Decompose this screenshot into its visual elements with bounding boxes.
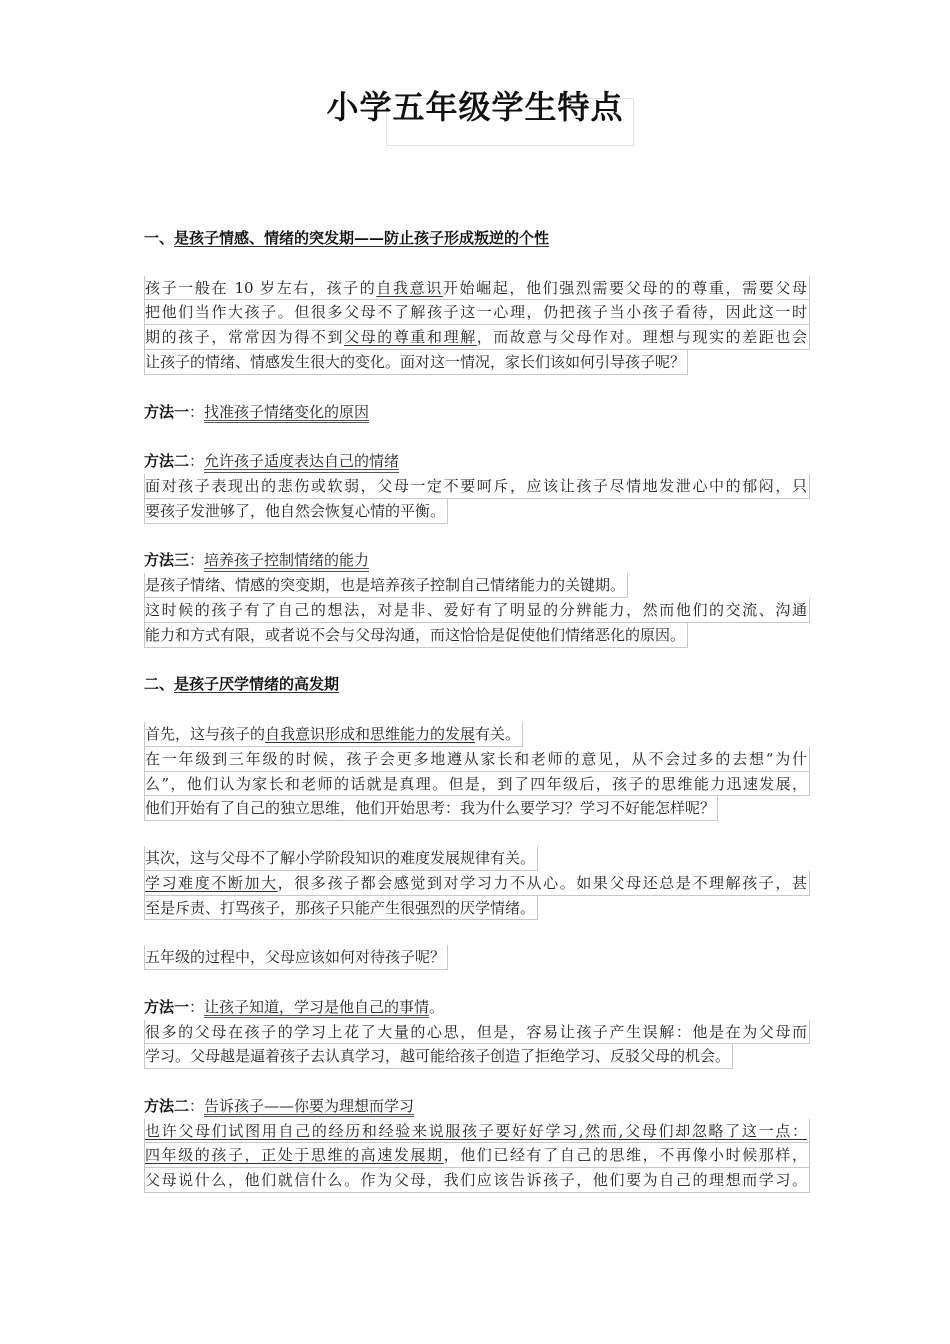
section-2-title: 是孩子厌学情绪的高发期 — [174, 675, 340, 694]
underlined-term: 自我意识形成和思维能力的发展 — [265, 724, 476, 743]
underlined-term: 自我意识 — [376, 278, 443, 297]
method-title: 告诉孩子——你要为理想而学习 — [204, 1096, 415, 1115]
section-1-title: 是孩子情感、情绪的突发期——防止孩子形成叛逆的个性 — [174, 229, 550, 247]
page-title: 小学五年级学生特点 — [326, 88, 624, 126]
s2-method-1-line-1: 很多的父母在孩子的学习上花了大量的心思，但是，容易让孩子产生误解：他是在为父母而 — [144, 1020, 810, 1045]
s2-method-1: 方法一：让孩子知道，学习是他自己的事情。 — [144, 997, 445, 1016]
text-run: 四年级的孩子，正处于 — [145, 1146, 311, 1165]
s1-method-2-line-2: 要孩子发泄够了，他自然会恢复心情的平衡。 — [144, 499, 810, 524]
s1-method-1: 方法一：找准孩子情绪变化的原因 — [144, 402, 370, 421]
text-run: 孩子一般在 10 岁左右，孩子的 — [145, 278, 377, 297]
section-1-heading — [144, 226, 810, 251]
s2-method-2-line-3: 父母说什么，他们就信什么。作为父母，我们应该告诉孩子，他们要为自己的理想而学习。 — [144, 1168, 810, 1193]
s2-method-2-line-1: 也许父母们试图用自己的经历和经验来说服孩子要好好学习,然而,父母们却忽略了这一点： — [144, 1119, 810, 1144]
method-label: 方法三 — [144, 551, 190, 570]
s2-paragraph-3-line-2 — [144, 871, 810, 896]
section-2-heading — [144, 672, 810, 697]
s1-method-2-line-1: 面对孩子表现出的悲伤或软弱，父母一定不要呵斥，应该让孩子尽情地发泄心中的郁闷，只 — [144, 474, 810, 499]
underlined-term: 学习难度不断加大 — [145, 873, 278, 892]
s2-paragraph-2-line-3: 他们开始有了自己的独立思维，他们开始思考：我为什么要学习？学习不好能怎样呢？ — [144, 796, 810, 821]
s1-method-3-line-2: 这时候的孩子有了自己的想法，对是非、爱好有了明显的分辨能力，然而他们的交流、沟通 — [144, 598, 810, 623]
s1-paragraph-line-2: 把他们当作大孩子。但很多父母不了解孩子这一心理，仍把孩子当小孩子看待，因此这一时 — [144, 300, 810, 325]
text-run: ，很多孩子都会感觉到对学习力不从心。如果父母还总是不理解孩子，甚 — [277, 873, 807, 892]
method-label: 方法一 — [144, 997, 190, 1016]
text-run: ，而故意与父母作对。理想与现实的差距也会 — [476, 328, 807, 347]
s2-paragraph-3-line-3: 至是斥责、打骂孩子，那孩子只能产生很强烈的厌学情绪。 — [144, 896, 810, 921]
document-body — [144, 226, 810, 1193]
s2-paragraph-1 — [144, 722, 810, 747]
s2-paragraph-2-line-1: 在一年级到三年级的时候，孩子会更多地遵从家长和老师的意见，从不会过多的去想“为什 — [144, 747, 810, 772]
method-label: 方法一 — [144, 402, 190, 421]
s1-paragraph-line-3 — [144, 325, 810, 350]
s1-method-3-line-1: 是孩子情绪、情感的突变期，也是培养孩子控制自己情绪能力的关键期。 — [144, 573, 810, 598]
underlined-term: 思维的高速发展期 — [310, 1146, 444, 1165]
text-run: 有关。 — [475, 724, 521, 743]
method-title: 允许孩子适度表达自己的情绪 — [204, 452, 400, 471]
text-run: 首先，这与孩子的 — [145, 724, 266, 743]
text-run: 期的孩子，常常因为得不到 — [145, 328, 345, 347]
s2-question: 五年级的过程中，父母应该如何对待孩子呢？ — [144, 945, 810, 970]
underlined-term: 父母的尊重和理解 — [344, 328, 477, 347]
method-label: 方法二 — [144, 452, 190, 471]
s2-method-2-line-2 — [144, 1143, 810, 1168]
s2-method-1-line-2: 学习。父母越是逼着孩子去认真学习，越可能给孩子创造了拒绝学习、反驳父母的机会。 — [144, 1044, 810, 1069]
section-2-number: 二、 — [144, 675, 175, 694]
method-title: 让孩子知道，学习是他自己的事情 — [204, 997, 430, 1016]
s1-method-3: 方法三：培养孩子控制情绪的能力 — [144, 551, 370, 570]
s1-paragraph-line-1 — [144, 276, 810, 301]
s2-paragraph-2-line-2: 么”，他们认为家长和老师的话就是真理。但是，到了四年级后，孩子的思维能力迅速发展， — [144, 772, 810, 797]
s1-method-3-line-3: 能力和方式有限，或者说不会与父母沟通，而这恰恰是促使他们情绪恶化的原因。 — [144, 623, 810, 648]
s1-method-2: 方法二：允许孩子适度表达自己的情绪 — [144, 452, 400, 471]
text-run: ，他们已经有了自己的思维，不再像小时候那样， — [443, 1146, 807, 1165]
method-label: 方法二 — [144, 1096, 190, 1115]
section-1-number: 一、 — [144, 229, 175, 247]
s1-paragraph-line-4: 让孩子的情绪、情感发生很大的变化。面对这一情况，家长们该如何引导孩子呢？ — [144, 350, 810, 375]
method-title: 培养孩子控制情绪的能力 — [204, 551, 370, 570]
text-run: 开始崛起，他们强烈需要父母的的尊重，需要父母 — [442, 278, 807, 297]
method-title: 找准孩子情绪变化的原因 — [204, 402, 370, 421]
s2-method-2: 方法二：告诉孩子——你要为理想而学习 — [144, 1096, 415, 1115]
s2-paragraph-3-line-1: 其次，这与父母不了解小学阶段知识的难度发展规律有关。 — [144, 846, 810, 871]
